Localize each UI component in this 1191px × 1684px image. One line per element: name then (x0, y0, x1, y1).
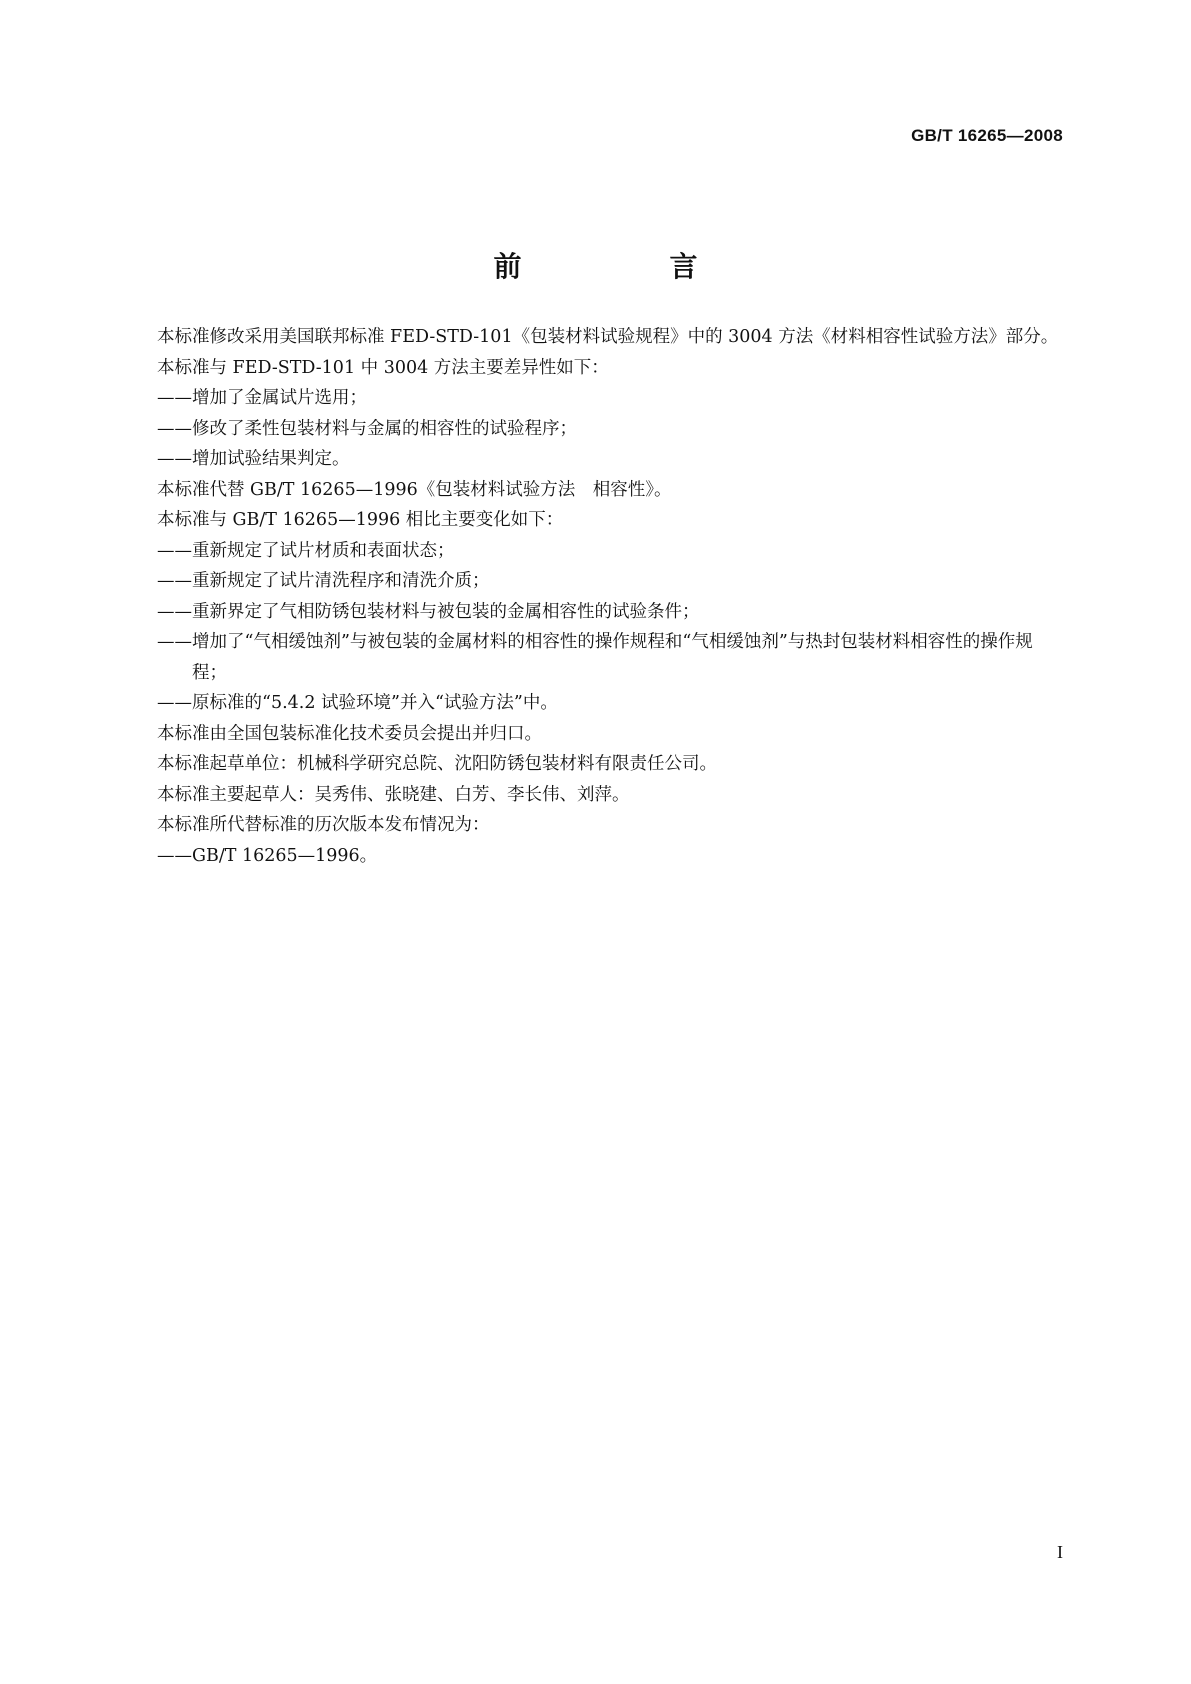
paragraph: 本标准与 GB/T 16265—1996 相比主要变化如下： (157, 510, 564, 530)
paragraph: 本标准主要起草人：吴秀伟、张晓建、白芳、李长伟、刘萍。 (157, 784, 630, 805)
list-item: ——增加了“气相缓蚀剂”与被包装的金属材料的相容性的操作规程和“气相缓蚀剂”与热封包装材料相容性的操作规程； (157, 632, 1033, 683)
list-item: ——重新规定了试片清洗程序和清洗介质； (157, 571, 490, 591)
list-item: ——增加试验结果判定。 (157, 449, 350, 469)
paragraph: 本标准起草单位：机械科学研究总院、沈阳防锈包装材料有限责任公司。 (157, 754, 717, 774)
paragraph: 本标准修改采用美国联邦标准 FED-STD-101《包装材料试验规程》中的 3004 方法《材料相容性试验方法》部分。 (157, 327, 1059, 347)
page-number: I (1057, 1542, 1063, 1562)
standard-code: GB/T 16265—2008 (911, 126, 1063, 145)
list-item: ——GB/T 16265—1996。 (157, 845, 378, 866)
foreword-body (122, 322, 1064, 871)
paragraph: 本标准所代替标准的历次版本发布情况为： (157, 815, 490, 835)
paragraph: 本标准代替 GB/T 16265—1996《包装材料试验方法 相容性》。 (157, 479, 672, 500)
paragraph: 本标准与 FED-STD-101 中 3004 方法主要差异性如下： (157, 357, 609, 378)
list-item: ——增加了金属试片选用； (157, 388, 367, 408)
list-item: ——修改了柔性包装材料与金属的相容性的试验程序； (157, 418, 577, 439)
paragraph: 本标准由全国包装标准化技术委员会提出并归口。 (157, 723, 542, 744)
page-title: 前 言 (493, 249, 758, 283)
list-item: ——重新规定了试片材质和表面状态； (157, 540, 455, 561)
list-item: ——重新界定了气相防锈包装材料与被包装的金属相容性的试验条件； (157, 601, 700, 622)
list-item: ——原标准的“5.4.2 试验环境”并入“试验方法”中。 (157, 693, 558, 713)
